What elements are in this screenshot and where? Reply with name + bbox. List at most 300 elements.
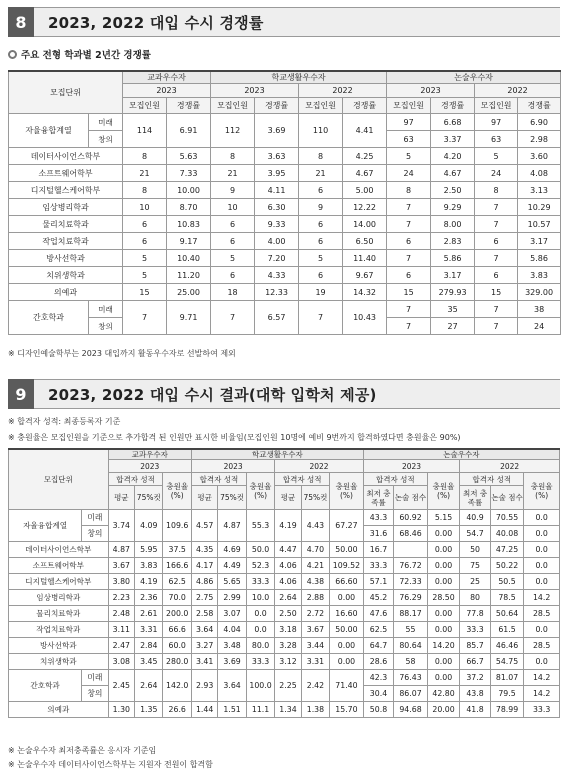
value-cell: 94.68 — [394, 702, 428, 718]
table-row — [9, 702, 560, 718]
value-cell: 33.3 — [524, 702, 560, 718]
unit-name: 임상병리학과 — [9, 590, 109, 606]
value-cell: 112 — [211, 114, 255, 148]
campus-label: 창의 — [82, 526, 108, 542]
value-cell: 12.22 — [343, 199, 387, 216]
value-cell: 2.88 — [301, 590, 329, 606]
value-cell: 0.0 — [246, 606, 274, 622]
value-cell: 50.00 — [330, 542, 364, 558]
value-cell: 7 — [387, 318, 431, 335]
value-cell: 4.17 — [191, 558, 217, 574]
value-cell: 4.43 — [301, 510, 329, 542]
unit-name: 물리치료학과 — [9, 606, 109, 622]
score-header: 합격자 성적 — [363, 473, 427, 486]
value-cell: 7 — [387, 216, 431, 233]
value-cell: 10.83 — [167, 216, 211, 233]
column-header: 경쟁률 — [518, 98, 561, 114]
value-cell: 100.0 — [246, 670, 274, 702]
unit-name: 임상병리학과 — [9, 199, 123, 216]
value-cell: 3.95 — [255, 165, 299, 182]
value-cell: 329.00 — [518, 284, 561, 301]
value-cell: 7 — [211, 301, 255, 335]
group-header: 논술우수자 — [387, 71, 561, 84]
value-cell: 66.6 — [163, 622, 191, 638]
group-header: 논술우수자 — [363, 449, 559, 460]
value-cell: 0.0 — [246, 622, 274, 638]
value-cell: 2.50 — [275, 606, 301, 622]
value-cell: 6 — [211, 233, 255, 250]
value-cell: 2.47 — [108, 638, 134, 654]
year-header: 2023 — [108, 460, 191, 473]
value-cell: 78.99 — [490, 702, 524, 718]
value-cell: 6.57 — [255, 301, 299, 335]
value-cell: 5 — [123, 250, 167, 267]
value-cell: 0.00 — [427, 574, 460, 590]
value-cell: 42.80 — [427, 686, 460, 702]
value-cell: 76.43 — [394, 670, 428, 686]
value-cell: 25.00 — [167, 284, 211, 301]
column-header: 경쟁률 — [255, 98, 299, 114]
value-cell: 67.27 — [330, 510, 364, 542]
value-cell: 3.69 — [218, 654, 246, 670]
value-cell: 4.00 — [255, 233, 299, 250]
table-row — [9, 542, 560, 558]
value-cell: 33.3 — [363, 558, 393, 574]
value-cell: 15.70 — [330, 702, 364, 718]
section9-note-2: ※ 충원율은 모집인원을 기준으로 추가합격 된 인원만 표시한 비율임(모집인원 10명에 예비 9번까지 합격하였다면 충원율은 90%) — [8, 433, 461, 442]
value-cell: 78.5 — [490, 590, 524, 606]
value-cell: 279.93 — [431, 284, 475, 301]
value-cell: 0.00 — [427, 670, 460, 686]
value-cell: 10.43 — [343, 301, 387, 335]
value-cell: 9 — [299, 199, 343, 216]
value-cell: 50.00 — [330, 622, 364, 638]
value-cell: 35 — [431, 301, 475, 318]
value-cell: 43.3 — [363, 510, 393, 526]
value-cell: 14.32 — [343, 284, 387, 301]
competition-rate-table — [8, 70, 561, 335]
value-cell: 2.75 — [191, 590, 217, 606]
campus-label: 창의 — [89, 318, 123, 335]
campus-label: 창의 — [82, 686, 108, 702]
value-cell: 4.19 — [135, 574, 163, 590]
value-cell: 6 — [299, 233, 343, 250]
value-cell: 4.21 — [301, 558, 329, 574]
value-cell: 46.46 — [490, 638, 524, 654]
value-cell: 16.60 — [330, 606, 364, 622]
value-cell: 2.36 — [135, 590, 163, 606]
section9-header — [8, 379, 560, 409]
value-cell: 0.00 — [330, 654, 364, 670]
value-cell: 3.80 — [108, 574, 134, 590]
value-cell: 2.83 — [431, 233, 475, 250]
value-cell: 8 — [123, 182, 167, 199]
value-cell: 5 — [299, 250, 343, 267]
value-cell: 3.28 — [275, 638, 301, 654]
value-cell: 1.30 — [108, 702, 134, 718]
value-cell: 71.40 — [330, 670, 364, 702]
table-row — [9, 301, 561, 318]
value-cell: 97 — [387, 114, 431, 131]
value-cell: 4.06 — [275, 574, 301, 590]
value-cell: 3.74 — [108, 510, 134, 542]
table-row — [9, 216, 561, 233]
table-row — [9, 284, 561, 301]
value-cell: 6 — [299, 182, 343, 199]
value-cell: 75 — [460, 558, 490, 574]
table-row — [9, 638, 560, 654]
value-cell: 77.8 — [460, 606, 490, 622]
value-cell: 4.04 — [218, 622, 246, 638]
value-cell: 66.60 — [330, 574, 364, 590]
value-cell: 4.11 — [255, 182, 299, 199]
value-cell: 79.5 — [490, 686, 524, 702]
value-cell: 0.0 — [524, 622, 560, 638]
unit-name: 소프트웨어학부 — [9, 165, 123, 182]
value-cell: 5.86 — [518, 250, 561, 267]
value-cell: 70.0 — [163, 590, 191, 606]
value-cell: 54.75 — [490, 654, 524, 670]
fill-rate-header: 충원율 (%) — [330, 473, 364, 510]
value-cell: 55 — [394, 622, 428, 638]
value-cell: 6 — [387, 233, 431, 250]
value-cell: 3.13 — [518, 182, 561, 199]
cut75-header: 75%컷 — [301, 486, 329, 510]
section8-header — [8, 7, 560, 37]
unit-name: 작업치료학과 — [9, 233, 123, 250]
value-cell: 21 — [299, 165, 343, 182]
value-cell: 9.67 — [343, 267, 387, 284]
value-cell: 3.67 — [301, 622, 329, 638]
value-cell: 2.58 — [191, 606, 217, 622]
value-cell: 4.87 — [218, 510, 246, 542]
value-cell: 80 — [460, 590, 490, 606]
value-cell: 0.0 — [524, 574, 560, 590]
value-cell: 76.72 — [394, 558, 428, 574]
value-cell: 6 — [299, 216, 343, 233]
value-cell: 6.91 — [167, 114, 211, 148]
value-cell: 12.33 — [255, 284, 299, 301]
value-cell: 28.5 — [524, 638, 560, 654]
value-cell: 24 — [475, 165, 518, 182]
value-cell: 3.17 — [431, 267, 475, 284]
column-header: 모집인원 — [211, 98, 255, 114]
value-cell: 86.07 — [394, 686, 428, 702]
fill-rate-header: 충원율 (%) — [246, 473, 274, 510]
value-cell: 21 — [211, 165, 255, 182]
table-row — [9, 250, 561, 267]
value-cell: 1.35 — [135, 702, 163, 718]
value-cell: 66.7 — [460, 654, 490, 670]
value-cell: 9.17 — [167, 233, 211, 250]
column-header: 경쟁률 — [343, 98, 387, 114]
value-cell: 5.00 — [343, 182, 387, 199]
value-cell: 0.00 — [330, 590, 364, 606]
value-cell: 0.00 — [427, 654, 460, 670]
value-cell: 3.64 — [191, 622, 217, 638]
section8-subtitle — [8, 47, 151, 61]
table-row — [9, 622, 560, 638]
value-cell: 10 — [211, 199, 255, 216]
value-cell: 10.0 — [246, 590, 274, 606]
avg-header: 평균 — [275, 486, 301, 510]
value-cell: 0.00 — [427, 606, 460, 622]
value-cell — [394, 542, 428, 558]
value-cell: 7.33 — [167, 165, 211, 182]
value-cell: 63 — [475, 131, 518, 148]
value-cell: 50.0 — [246, 542, 274, 558]
value-cell: 2.99 — [218, 590, 246, 606]
unit-name: 치위생학과 — [9, 267, 123, 284]
value-cell: 3.63 — [255, 148, 299, 165]
value-cell: 8 — [211, 148, 255, 165]
value-cell: 9.71 — [167, 301, 211, 335]
unit-name: 물리치료학과 — [9, 216, 123, 233]
value-cell: 14.2 — [524, 686, 560, 702]
value-cell: 60.0 — [163, 638, 191, 654]
value-cell: 25 — [460, 574, 490, 590]
unit-name: 디지털헬스케어학부 — [9, 182, 123, 199]
value-cell: 3.83 — [518, 267, 561, 284]
value-cell: 14.2 — [524, 670, 560, 686]
campus-label: 미래 — [89, 114, 123, 131]
value-cell: 30.4 — [363, 686, 393, 702]
campus-label: 미래 — [82, 670, 108, 686]
value-cell: 52.3 — [246, 558, 274, 574]
value-cell: 5.63 — [167, 148, 211, 165]
value-cell: 2.23 — [108, 590, 134, 606]
value-cell: 4.57 — [191, 510, 217, 542]
year-header: 2023 — [191, 460, 274, 473]
value-cell: 6.90 — [518, 114, 561, 131]
value-cell: 3.60 — [518, 148, 561, 165]
table-row — [9, 165, 561, 182]
value-cell: 37.5 — [163, 542, 191, 558]
value-cell: 3.64 — [218, 670, 246, 702]
unit-name: 방사선학과 — [9, 250, 123, 267]
value-cell: 2.61 — [135, 606, 163, 622]
value-cell: 5 — [211, 250, 255, 267]
value-cell: 4.19 — [275, 510, 301, 542]
value-cell: 3.37 — [431, 131, 475, 148]
column-header: 모집인원 — [299, 98, 343, 114]
value-cell: 166.6 — [163, 558, 191, 574]
cut75-header: 75%컷 — [135, 486, 163, 510]
value-cell: 9 — [211, 182, 255, 199]
table-row — [9, 114, 561, 131]
value-cell: 11.20 — [167, 267, 211, 284]
value-cell: 26.6 — [163, 702, 191, 718]
value-cell: 5.15 — [427, 510, 460, 526]
value-cell: 5.86 — [431, 250, 475, 267]
value-cell: 28.6 — [363, 654, 393, 670]
value-cell: 64.7 — [363, 638, 393, 654]
value-cell: 2.72 — [301, 606, 329, 622]
value-cell: 76.29 — [394, 590, 428, 606]
value-cell: 9.29 — [431, 199, 475, 216]
value-cell: 21 — [123, 165, 167, 182]
group-header: 학교생활우수자 — [191, 449, 363, 460]
header-row — [9, 449, 560, 460]
value-cell: 1.44 — [191, 702, 217, 718]
value-cell: 40.08 — [490, 526, 524, 542]
cut75-header: 75%컷 — [218, 486, 246, 510]
value-cell: 15 — [475, 284, 518, 301]
essay-score-header: 논술 점수 — [394, 486, 428, 510]
table-row — [9, 670, 560, 686]
value-cell: 3.31 — [135, 622, 163, 638]
table-row — [9, 590, 560, 606]
value-cell: 3.83 — [135, 558, 163, 574]
table-row — [9, 233, 561, 250]
table-row — [9, 199, 561, 216]
value-cell: 19 — [299, 284, 343, 301]
value-cell: 15 — [387, 284, 431, 301]
value-cell: 10.00 — [167, 182, 211, 199]
value-cell: 7 — [387, 199, 431, 216]
unit-name: 디지털헬스케어학부 — [9, 574, 109, 590]
value-cell: 4.67 — [343, 165, 387, 182]
value-cell: 7 — [475, 301, 518, 318]
section9-number: 9 — [8, 379, 34, 409]
unit-header: 모집단위 — [9, 449, 109, 510]
value-cell: 8 — [123, 148, 167, 165]
value-cell: 60.92 — [394, 510, 428, 526]
section9-note-1: ※ 합격자 성적: 최종등록자 기준 — [8, 417, 121, 426]
unit-name: 방사선학과 — [9, 638, 109, 654]
value-cell: 6 — [123, 233, 167, 250]
value-cell: 27 — [431, 318, 475, 335]
unit-name: 데이터사이언스학부 — [9, 542, 109, 558]
value-cell: 0.0 — [524, 510, 560, 526]
value-cell: 10.29 — [518, 199, 561, 216]
value-cell: 6 — [211, 267, 255, 284]
score-header: 합격자 성적 — [275, 473, 330, 486]
campus-label: 창의 — [89, 131, 123, 148]
value-cell: 80.64 — [394, 638, 428, 654]
value-cell: 6 — [387, 267, 431, 284]
value-cell: 6.68 — [431, 114, 475, 131]
value-cell: 72.33 — [394, 574, 428, 590]
value-cell: 8 — [299, 148, 343, 165]
value-cell: 33.3 — [246, 654, 274, 670]
unit-name: 작업치료학과 — [9, 622, 109, 638]
value-cell: 7 — [123, 301, 167, 335]
score-header: 합격자 성적 — [108, 473, 163, 486]
value-cell: 54.7 — [460, 526, 490, 542]
min-rate-header: 최저 충족률 — [460, 486, 490, 510]
value-cell: 4.41 — [343, 114, 387, 148]
year-header: 2022 — [460, 460, 560, 473]
score-header: 합격자 성적 — [460, 473, 524, 486]
value-cell: 15 — [123, 284, 167, 301]
value-cell: 3.12 — [275, 654, 301, 670]
value-cell: 7 — [299, 301, 343, 335]
value-cell: 2.42 — [301, 670, 329, 702]
unit-name: 자율융합계열 — [9, 510, 82, 542]
value-cell: 85.7 — [460, 638, 490, 654]
table-row — [9, 558, 560, 574]
value-cell: 50.5 — [490, 574, 524, 590]
value-cell: 4.69 — [218, 542, 246, 558]
value-cell: 10.40 — [167, 250, 211, 267]
value-cell: 7 — [475, 250, 518, 267]
value-cell: 38 — [518, 301, 561, 318]
group-header: 학교생활우수자 — [211, 71, 387, 84]
value-cell: 200.0 — [163, 606, 191, 622]
value-cell: 7 — [475, 216, 518, 233]
value-cell: 50.64 — [490, 606, 524, 622]
value-cell: 3.08 — [108, 654, 134, 670]
table-row — [9, 654, 560, 670]
value-cell: 50.22 — [490, 558, 524, 574]
value-cell: 8.70 — [167, 199, 211, 216]
unit-name: 의예과 — [9, 702, 109, 718]
value-cell: 0.00 — [330, 638, 364, 654]
value-cell: 0.00 — [427, 526, 460, 542]
campus-label: 미래 — [82, 510, 108, 526]
value-cell: 3.18 — [275, 622, 301, 638]
value-cell: 68.46 — [394, 526, 428, 542]
value-cell: 5.95 — [135, 542, 163, 558]
value-cell: 5 — [387, 148, 431, 165]
column-header: 모집인원 — [475, 98, 518, 114]
value-cell: 11.40 — [343, 250, 387, 267]
value-cell: 0.00 — [427, 622, 460, 638]
year-header: 2022 — [299, 84, 387, 98]
unit-name: 간호학과 — [9, 670, 82, 702]
table-row — [9, 574, 560, 590]
value-cell: 3.67 — [108, 558, 134, 574]
value-cell: 3.45 — [135, 654, 163, 670]
section8-number: 8 — [8, 7, 34, 37]
fill-rate-header: 충원율 (%) — [427, 473, 460, 510]
year-header: 2023 — [387, 84, 475, 98]
section9-footnote-1: ※ 논술우수자 최저충족률은 응시자 기준임 — [8, 746, 157, 755]
column-header: 모집인원 — [387, 98, 431, 114]
value-cell: 4.49 — [218, 558, 246, 574]
value-cell: 58 — [394, 654, 428, 670]
section9-title: 2023, 2022 대입 수시 결과(대학 입학처 제공) — [34, 379, 560, 409]
value-cell: 8.00 — [431, 216, 475, 233]
value-cell: 2.93 — [191, 670, 217, 702]
avg-header: 평균 — [108, 486, 134, 510]
value-cell: 55.3 — [246, 510, 274, 542]
value-cell: 7 — [475, 199, 518, 216]
value-cell: 2.64 — [135, 670, 163, 702]
value-cell: 37.2 — [460, 670, 490, 686]
value-cell: 7 — [475, 318, 518, 335]
value-cell: 2.98 — [518, 131, 561, 148]
section8-title: 2023, 2022 대입 수시 경쟁률 — [34, 7, 560, 37]
value-cell: 88.17 — [394, 606, 428, 622]
value-cell: 0.0 — [524, 654, 560, 670]
value-cell: 81.07 — [490, 670, 524, 686]
value-cell: 4.67 — [431, 165, 475, 182]
group-header: 교과우수자 — [123, 71, 211, 84]
unit-name: 자율융합계열 — [9, 114, 89, 148]
value-cell: 16.7 — [363, 542, 393, 558]
unit-name: 치위생학과 — [9, 654, 109, 670]
value-cell: 4.87 — [108, 542, 134, 558]
value-cell: 80.0 — [246, 638, 274, 654]
year-header: 2023 — [123, 84, 211, 98]
column-header: 경쟁률 — [431, 98, 475, 114]
column-header: 모집인원 — [123, 98, 167, 114]
value-cell: 0.00 — [427, 542, 460, 558]
value-cell: 109.6 — [163, 510, 191, 542]
value-cell: 3.11 — [108, 622, 134, 638]
